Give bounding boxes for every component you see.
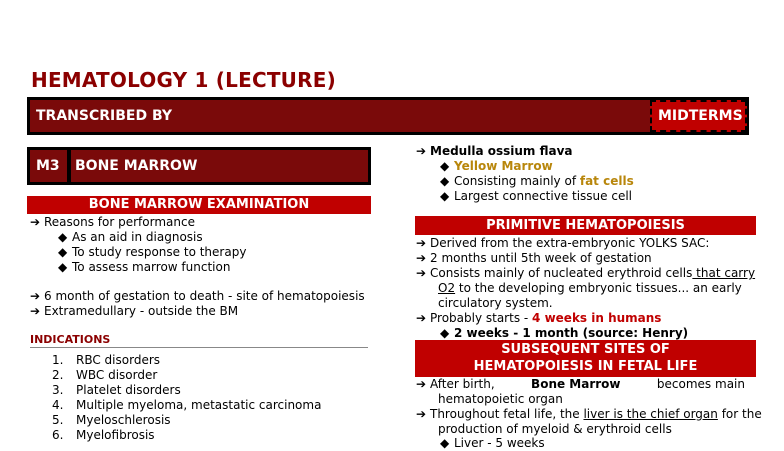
indication-item: 4. Multiple myeloma, metastatic carcinoma [52, 398, 322, 412]
diamond-bullet-icon: ◆ [440, 326, 450, 340]
indication-item: 5. Myeloschlerosis [52, 413, 171, 427]
module-code-box [30, 150, 67, 182]
extramedullary-line: ➔ Extramedullary - outside the BM [30, 304, 239, 318]
document-title: HEMATOLOGY 1 (LECTURE) [31, 68, 336, 92]
throughout-line-2: production of myeloid & erythroid cells [438, 422, 672, 436]
probably-line: ➔ Probably starts - 4 weeks in humans [416, 311, 662, 325]
reasons-line [30, 215, 195, 230]
midterms-badge [650, 100, 747, 132]
reasons-label: Reasons for performance [44, 215, 195, 229]
consists-line-2: O2 to the developing embryonic tissues... an early [438, 281, 742, 295]
liver-line: ◆ Liver - 5 weeks [440, 436, 545, 450]
diamond-bullet-icon: ◆ [440, 159, 450, 173]
transcribed-by-label: TRANSCRIBED BY [36, 108, 173, 124]
reason-item: ◆ As an aid in diagnosis [58, 230, 203, 244]
reason-item: ◆ To assess marrow function [58, 260, 231, 274]
arrow-icon: ➔ [416, 251, 427, 265]
after-birth-line: ➔ After birth, Bone Marrow becomes main [416, 377, 745, 391]
hematopoiesis-site-line: ➔ 6 month of gestation to death - site of hematopoiesis [30, 289, 365, 303]
indication-item: 2. WBC disorder [52, 368, 158, 382]
primitive-heading: PRIMITIVE HEMATOPOIESIS [415, 216, 756, 235]
indication-item: 1. RBC disorders [52, 353, 161, 367]
derived-line: ➔ Derived from the extra-embryonic YOLKS SAC: [416, 236, 710, 250]
diamond-bullet-icon: ◆ [440, 189, 450, 203]
midterms-label: MIDTERMS [658, 108, 743, 124]
arrow-icon: ➔ [416, 311, 427, 325]
arrow-icon: ➔ [416, 377, 427, 391]
months-line: ➔ 2 months until 5th week of gestation [416, 251, 652, 265]
bm-exam-heading: BONE MARROW EXAMINATION [27, 196, 371, 214]
arrow-icon: ➔ [30, 289, 41, 303]
indications-divider [30, 347, 368, 348]
subsequent-heading: SUBSEQUENT SITES OF HEMATOPOIESIS IN FETAL LIFE [415, 340, 756, 377]
throughout-line: ➔ Throughout fetal life, the liver is the chief organ for the [416, 407, 762, 421]
diamond-bullet-icon: ◆ [58, 260, 68, 274]
connective-line: ◆ Largest connective tissue cell [440, 189, 632, 203]
diamond-bullet-icon: ◆ [440, 436, 450, 450]
indication-item: 3. Platelet disorders [52, 383, 181, 397]
arrow-icon: ➔ [416, 236, 427, 250]
module-name: BONE MARROW [75, 158, 198, 174]
consists-line: ➔ Consists mainly of nucleated erythroid cells that carry [416, 266, 756, 280]
module-header [27, 147, 371, 185]
diamond-bullet-icon: ◆ [58, 230, 68, 244]
arrow-icon: ➔ [416, 407, 427, 421]
weeks-source-line: ◆ 2 weeks - 1 month (source: Henry) [440, 326, 689, 340]
consists-line-3: circulatory system. [438, 296, 553, 310]
arrow-icon: ➔ [416, 144, 427, 158]
yellow-marrow-line: ◆ Yellow Marrow [440, 159, 553, 173]
transcribed-bar [30, 100, 650, 132]
diamond-bullet-icon: ◆ [58, 245, 68, 259]
diamond-bullet-icon: ◆ [440, 174, 450, 188]
arrow-icon: ➔ [30, 215, 41, 229]
arrow-icon: ➔ [30, 304, 41, 318]
medulla-line: ➔ Medulla ossium flava [416, 144, 573, 158]
transcribed-banner [27, 97, 749, 135]
module-name-box [71, 150, 368, 182]
fat-cells-line: ◆ Consisting mainly of fat cells [440, 174, 634, 188]
indications-heading: INDICATIONS [30, 333, 111, 346]
reason-item: ◆ To study response to therapy [58, 245, 247, 259]
arrow-icon: ➔ [416, 266, 427, 280]
module-code: M3 [36, 158, 60, 174]
indication-item: 6. Myelofibrosis [52, 428, 155, 442]
after-birth-line-2: hematopoietic organ [438, 392, 563, 406]
